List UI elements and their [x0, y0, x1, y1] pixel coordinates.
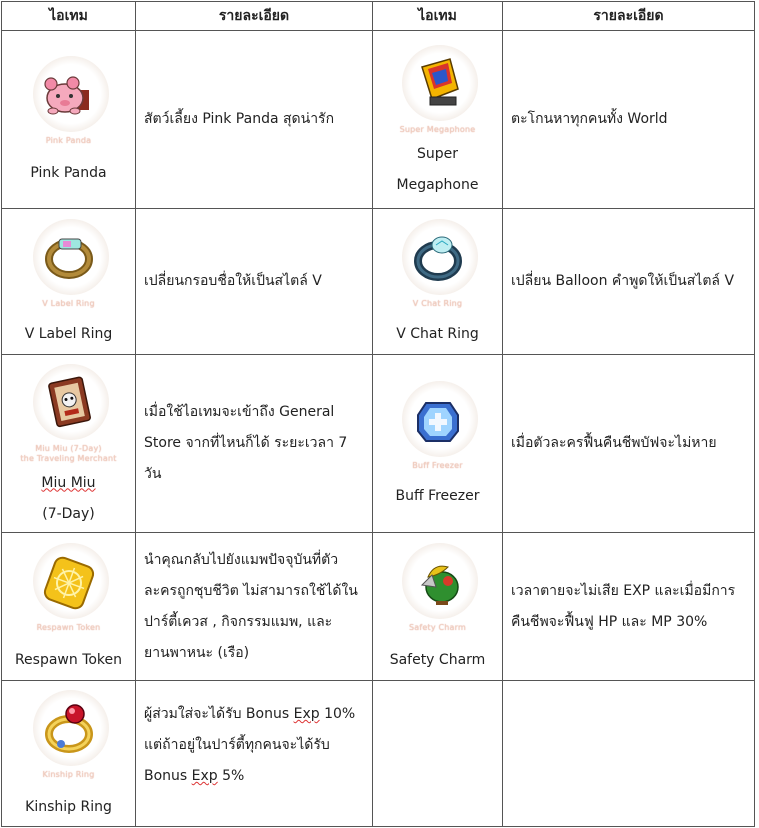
spellcheck-word: Miu Miu [41, 474, 96, 491]
item-icon-wrap [23, 213, 115, 305]
game-label: V Label Ring [42, 299, 95, 308]
item-icon-wrap [23, 50, 115, 142]
item-name: Safety Charm [389, 652, 486, 668]
game-label: Kinship Ring [42, 770, 95, 779]
description-line: คืนชีพจะฟื้นฟู HP และ MP 30% [511, 613, 708, 630]
item-name-line2: (7-Day) [42, 505, 95, 522]
description-line: แต่ถ้าอยู่ในปาร์ตี้ทุกคนจะได้รับ [144, 737, 330, 753]
item-name: Respawn Token [14, 652, 123, 668]
description-line: Bonus Exp 5% [144, 768, 245, 784]
kinship-ring-icon [23, 684, 115, 776]
table-row [2, 533, 755, 681]
table-row [2, 31, 755, 209]
game-label: Respawn Token [36, 623, 101, 632]
description-cell: เปลี่ยน Balloon คำพูดให้เป็นสไตล์ V [503, 209, 755, 355]
empty-cell [373, 681, 503, 827]
item-name: Buff Freezer [395, 488, 480, 504]
item-cell [2, 355, 136, 533]
item-name: V Chat Ring [396, 326, 479, 342]
description-line: Store จากที่ไหนก็ได้ ระยะเวลา 7 วัน [144, 435, 348, 482]
item-icon-wrap [23, 537, 115, 629]
description-line: เมื่อใช้ไอเทมจะเข้าถึง General [144, 404, 335, 420]
super-megaphone-icon [392, 39, 484, 131]
miu-miu-book-icon [23, 358, 115, 450]
spellcheck-word: Exp [191, 768, 218, 784]
game-label: Pink Panda [45, 136, 92, 145]
pink-panda-icon [23, 50, 115, 142]
item-cell [2, 681, 136, 827]
item-icon-wrap [392, 213, 484, 305]
item-icon-wrap [392, 375, 484, 467]
item-name: V Label Ring [24, 326, 113, 342]
game-label: Safety Charm [408, 623, 467, 632]
item-name: Kinship Ring [25, 799, 112, 815]
item-name-line2: Megaphone [396, 176, 479, 193]
item-cell [373, 533, 503, 681]
game-label: Buff Freezer [412, 461, 463, 470]
description-line: ยานพาหนะ (เรือ) [144, 644, 250, 661]
respawn-token-icon [23, 537, 115, 629]
description-cell [136, 533, 373, 681]
item-cell [2, 209, 136, 355]
description-cell [503, 533, 755, 681]
table-row [2, 209, 755, 355]
game-label: V Chat Ring [412, 299, 463, 308]
item-cell [373, 209, 503, 355]
description-cell [136, 681, 373, 827]
table-row [2, 355, 755, 533]
description-line: ละครถูกชุบชีวิต ไม่สามารถใช้ได้ใน [144, 582, 358, 599]
game-label: Super Megaphone [399, 124, 476, 134]
item-table [1, 1, 755, 827]
description-line: นำคุณกลับไปยังแมพปัจจุบันที่ตัว [144, 551, 339, 568]
table-row [2, 681, 755, 827]
game-label-line2: the Traveling Merchant [20, 453, 117, 463]
item-icon-wrap [392, 39, 484, 131]
description-line: เวลาตายจะไม่เสีย EXP และเมื่อมีการ [511, 582, 736, 599]
header-row [2, 2, 755, 31]
header-detail: รายละเอียด [136, 2, 373, 31]
header-item: ไอเทม [2, 2, 136, 31]
game-label-line1: Miu Miu (7-Day) [35, 443, 102, 453]
item-cell [373, 31, 503, 209]
item-name: Pink Panda [30, 165, 107, 181]
description-line: ปาร์ตี้เควส , กิจกรรมแมพ, และ [144, 613, 333, 630]
ring-icon [23, 213, 115, 305]
description-cell: เปลี่ยนกรอบชื่อให้เป็นสไตล์ V [136, 209, 373, 355]
item-icon-wrap [392, 537, 484, 629]
item-icon-wrap [23, 358, 115, 450]
description-cell [136, 355, 373, 533]
item-name-line1: Super [416, 145, 458, 162]
item-cell [373, 355, 503, 533]
item-cell [2, 533, 136, 681]
header-item: ไอเทม [373, 2, 503, 31]
description-cell: ตะโกนหาทุกคนทั้ง World [503, 31, 755, 209]
chat-ring-icon [392, 213, 484, 305]
item-icon-wrap [23, 684, 115, 776]
safety-charm-icon [392, 537, 484, 629]
item-name-line1 [2, 468, 135, 499]
item-cell [2, 31, 136, 209]
description-line: ผู้ส่วมใส่จะได้รับ Bonus Exp 10% [144, 706, 356, 722]
description-cell: สัตว์เลี้ยง Pink Panda สุดน่ารัก [136, 31, 373, 209]
description-cell: เมื่อตัวละครฟื้นคืนชีพบัฟจะไม่หาย [503, 355, 755, 533]
header-detail: รายละเอียด [503, 2, 755, 31]
buff-freezer-icon [392, 375, 484, 467]
spellcheck-word: Exp [293, 706, 320, 722]
empty-cell [503, 681, 755, 827]
